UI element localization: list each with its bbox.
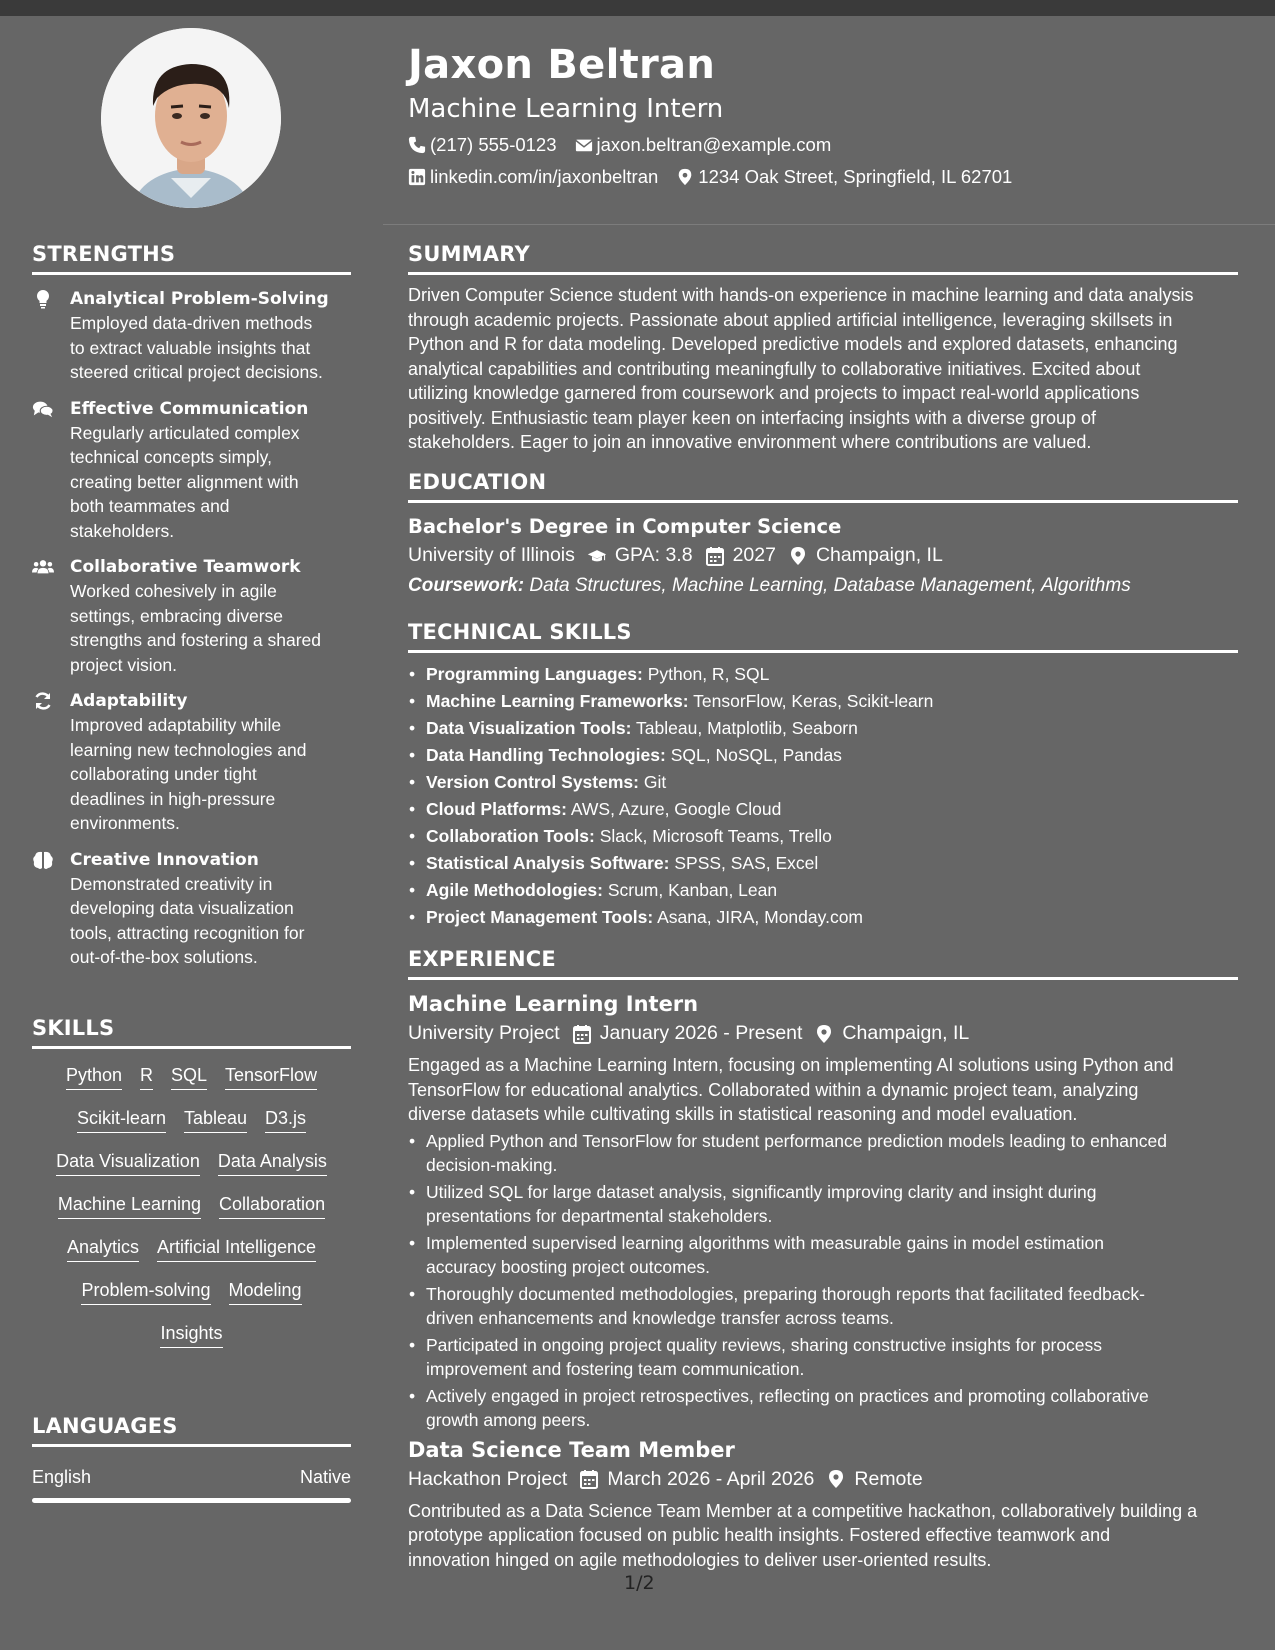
job-title: Data Science Team Member [408,1437,735,1462]
job-description: Engaged as a Machine Learning Intern, focusing on implementing AI solutions using Python and TensorFlow for educational analytics. Collaborated within a dynamic project team, analyzing diverse datasets while cultivating skills in statistical reasoning and model evaluation. [408,1055,1174,1124]
email-link[interactable]: jaxon.beltran@example.com [596,134,832,155]
address-contact [676,166,1012,188]
skill-tag: Machine Learning [58,1192,201,1219]
experience-section [408,947,1238,1572]
envelope-icon [575,136,593,154]
coursework-label: Coursework: [408,575,525,596]
calendar-icon [705,546,725,566]
language-level: Native [299,1467,351,1487]
list-item: • Machine Learning Frameworks: TensorFlow, Keras, Scikit-learn [408,688,1238,715]
strength-desc: Worked cohesively in agile settings, embracing diverse strengths and fostering a shared project vision. [70,581,321,675]
list-item: • Applied Python and TensorFlow for student performance prediction models leading to enhanced decision-making. [408,1129,1238,1177]
language-row [32,1467,351,1488]
languages-section [32,1414,351,1503]
skill-tag: D3.js [265,1106,306,1133]
summary-section [408,242,1238,455]
strength-title: Collaborative Teamwork [70,557,301,577]
linkedin-link[interactable]: linkedin.com/in/jaxonbeltran [430,166,659,187]
phone-icon [408,136,426,154]
strength-title: Analytical Problem-Solving [70,289,329,309]
job-meta [408,1022,1238,1045]
job-title: Machine Learning Intern [408,992,699,1016]
list-item: • Data Handling Technologies: SQL, NoSQL, Pandas [408,742,1238,769]
skill-tag: SQL [171,1063,207,1090]
strengths-section [32,242,351,970]
top-bar [0,0,1275,16]
summary-text: Driven Computer Science student with hands-on experience in machine learning and data analysis through academic projects. Passionate about applied artificial intelligence, leveraging skillsets in Python and R for data modeling. Developed predictive models and explored datasets, enhancing analytical capabilities and contributing meaningfully to collaborative initiatives. Excited about utilizing knowledge garnered from coursework and projects to impact real-world applications positively. Enthusiastic team player keen on interfacing insights with a diverse group of stakeholders. Eager to join an innovative environment where contributions are valued. [408,285,1194,452]
strength-item [32,287,351,385]
school-name: University of Illinois [408,544,575,566]
map-marker-icon [788,546,808,566]
coursework-text: Data Structures, Machine Learning, Database Management, Algorithms [529,575,1131,596]
job-dates: January 2026 - Present [599,1022,803,1044]
users-icon [32,555,70,677]
list-item: • Thoroughly documented methodologies, preparing thorough reports that facilitated feedback- driven enhancements and knowledge transfer across teams. [408,1282,1238,1330]
strength-desc: Improved adaptability while learning new technologies and collaborating under tight deadlines in high-pressure environments. [70,715,307,833]
job-description: Contributed as a Data Science Team Member at a competitive hackathon, collaboratively building a prototype application focused on public health insights. Fostered effective teamwork and innovation hinged on agile methodologies to deliver user-oriented results. [408,1500,1198,1570]
strength-title: Creative Innovation [70,849,259,870]
profile-photo [101,28,281,208]
candidate-role: Machine Learning Intern [408,94,724,124]
job-entry [408,1438,1238,1573]
map-marker-icon [814,1024,834,1044]
summary-heading: SUMMARY [408,242,1238,275]
list-item: • Actively engaged in project retrospectives, reflecting on practices and promoting collaborative growth among peers. [408,1384,1238,1432]
strength-title: Adaptability [70,691,188,711]
graduation-year: 2027 [732,544,776,566]
skill-tag: Collaboration [219,1192,325,1219]
linkedin-contact[interactable] [408,166,658,188]
contact-row-2 [408,166,1030,188]
page-indicator: 1/2 [624,1572,655,1594]
technical-skills-list [408,661,1238,931]
education-location: Champaign, IL [815,544,943,566]
candidate-name: Jaxon Beltran [408,42,716,88]
education-heading: EDUCATION [408,470,1238,503]
languages-heading: LANGUAGES [32,1414,351,1447]
header-divider [383,224,1275,225]
job-location: Champaign, IL [842,1022,970,1044]
list-item: • Participated in ongoing project quality reviews, sharing constructive insights for process improvement and fostering team communication. [408,1333,1238,1381]
strength-desc: Demonstrated creativity in developing data visualization tools, attracting recognition for out-of-the-box solutions. [70,873,305,967]
address-text: 1234 Oak Street, Springfield, IL 62701 [698,166,1013,187]
skills-section [32,1016,351,1358]
skill-tag: Artificial Intelligence [157,1235,316,1262]
calendar-icon [572,1024,592,1044]
job-bullets [408,1129,1238,1432]
language-name: English [32,1467,92,1487]
graduation-cap-icon [587,546,607,566]
strength-item [32,689,351,836]
skill-tag: Python [66,1063,122,1090]
skill-list [32,1049,351,1358]
brain-icon [32,848,70,970]
list-item: • Data Visualization Tools: Tableau, Matplotlib, Seaborn [408,715,1238,742]
skill-tag: Data Visualization [56,1149,200,1176]
list-item: • Programming Languages: Python, R, SQL [408,661,1238,688]
list-item: • Cloud Platforms: AWS, Azure, Google Cloud [408,796,1238,823]
list-item: • Implemented supervised learning algorithms with measurable gains in model estimation accuracy boosting project outcomes. [408,1231,1238,1279]
linkedin-icon [408,168,426,186]
strengths-heading: STRENGTHS [32,242,351,275]
strength-item [32,555,351,677]
skill-tag: Modeling [229,1278,302,1305]
strength-title: Effective Communication [70,398,309,419]
comments-icon [32,397,70,544]
degree-title: Bachelor's Degree in Computer Science [408,515,842,538]
list-item: • Statistical Analysis Software: SPSS, SAS, Excel [408,850,1238,877]
skills-heading: SKILLS [32,1016,351,1049]
phone-contact [408,134,557,156]
sync-icon [32,689,70,836]
job-meta [408,1468,1238,1491]
list-item: • Project Management Tools: Asana, JIRA, Monday.com [408,904,1238,931]
map-marker-icon [826,1469,846,1489]
job-entry [408,992,1238,1432]
strength-desc: Employed data-driven methods to extract valuable insights that steered critical project decisions. [70,313,323,382]
education-meta [408,544,1238,567]
calendar-icon [579,1469,599,1489]
skill-tag: Scikit-learn [77,1106,166,1133]
strength-desc: Regularly articulated complex technical concepts simply, creating better alignment with both teammates and stakeholders. [70,422,300,541]
job-org: University Project [408,1022,560,1044]
experience-heading: EXPERIENCE [408,947,1238,980]
education-section [408,470,1238,597]
contact-row-1 [408,134,849,156]
gpa-text: GPA: 3.8 [614,544,693,566]
job-dates: March 2026 - April 2026 [607,1467,815,1490]
lightbulb-icon [32,287,70,385]
email-contact[interactable] [575,134,832,156]
coursework-line [408,575,1238,597]
skill-tag: Tableau [184,1106,247,1133]
skill-tag: R [140,1063,153,1090]
list-item: • Collaboration Tools: Slack, Microsoft Teams, Trello [408,823,1238,850]
language-proficiency-bar [32,1498,351,1503]
list-item: • Utilized SQL for large dataset analysis, significantly improving clarity and insight during presentations for departmental stakeholders. [408,1180,1238,1228]
strength-item [32,848,351,970]
skill-tag: Insights [160,1321,222,1348]
map-marker-icon [676,168,694,186]
strength-item [32,397,351,544]
list-item: • Version Control Systems: Git [408,769,1238,796]
phone-text: (217) 555-0123 [430,134,557,155]
job-location: Remote [854,1467,923,1490]
skill-tag: Data Analysis [218,1149,327,1176]
job-org: Hackathon Project [408,1467,568,1490]
skill-tag: Problem-solving [81,1278,210,1305]
list-item: • Agile Methodologies: Scrum, Kanban, Lean [408,877,1238,904]
skill-tag: Analytics [67,1235,139,1262]
technical-skills-section [408,620,1238,931]
skill-tag: TensorFlow [225,1063,317,1090]
technical-skills-heading: TECHNICAL SKILLS [408,620,1238,653]
